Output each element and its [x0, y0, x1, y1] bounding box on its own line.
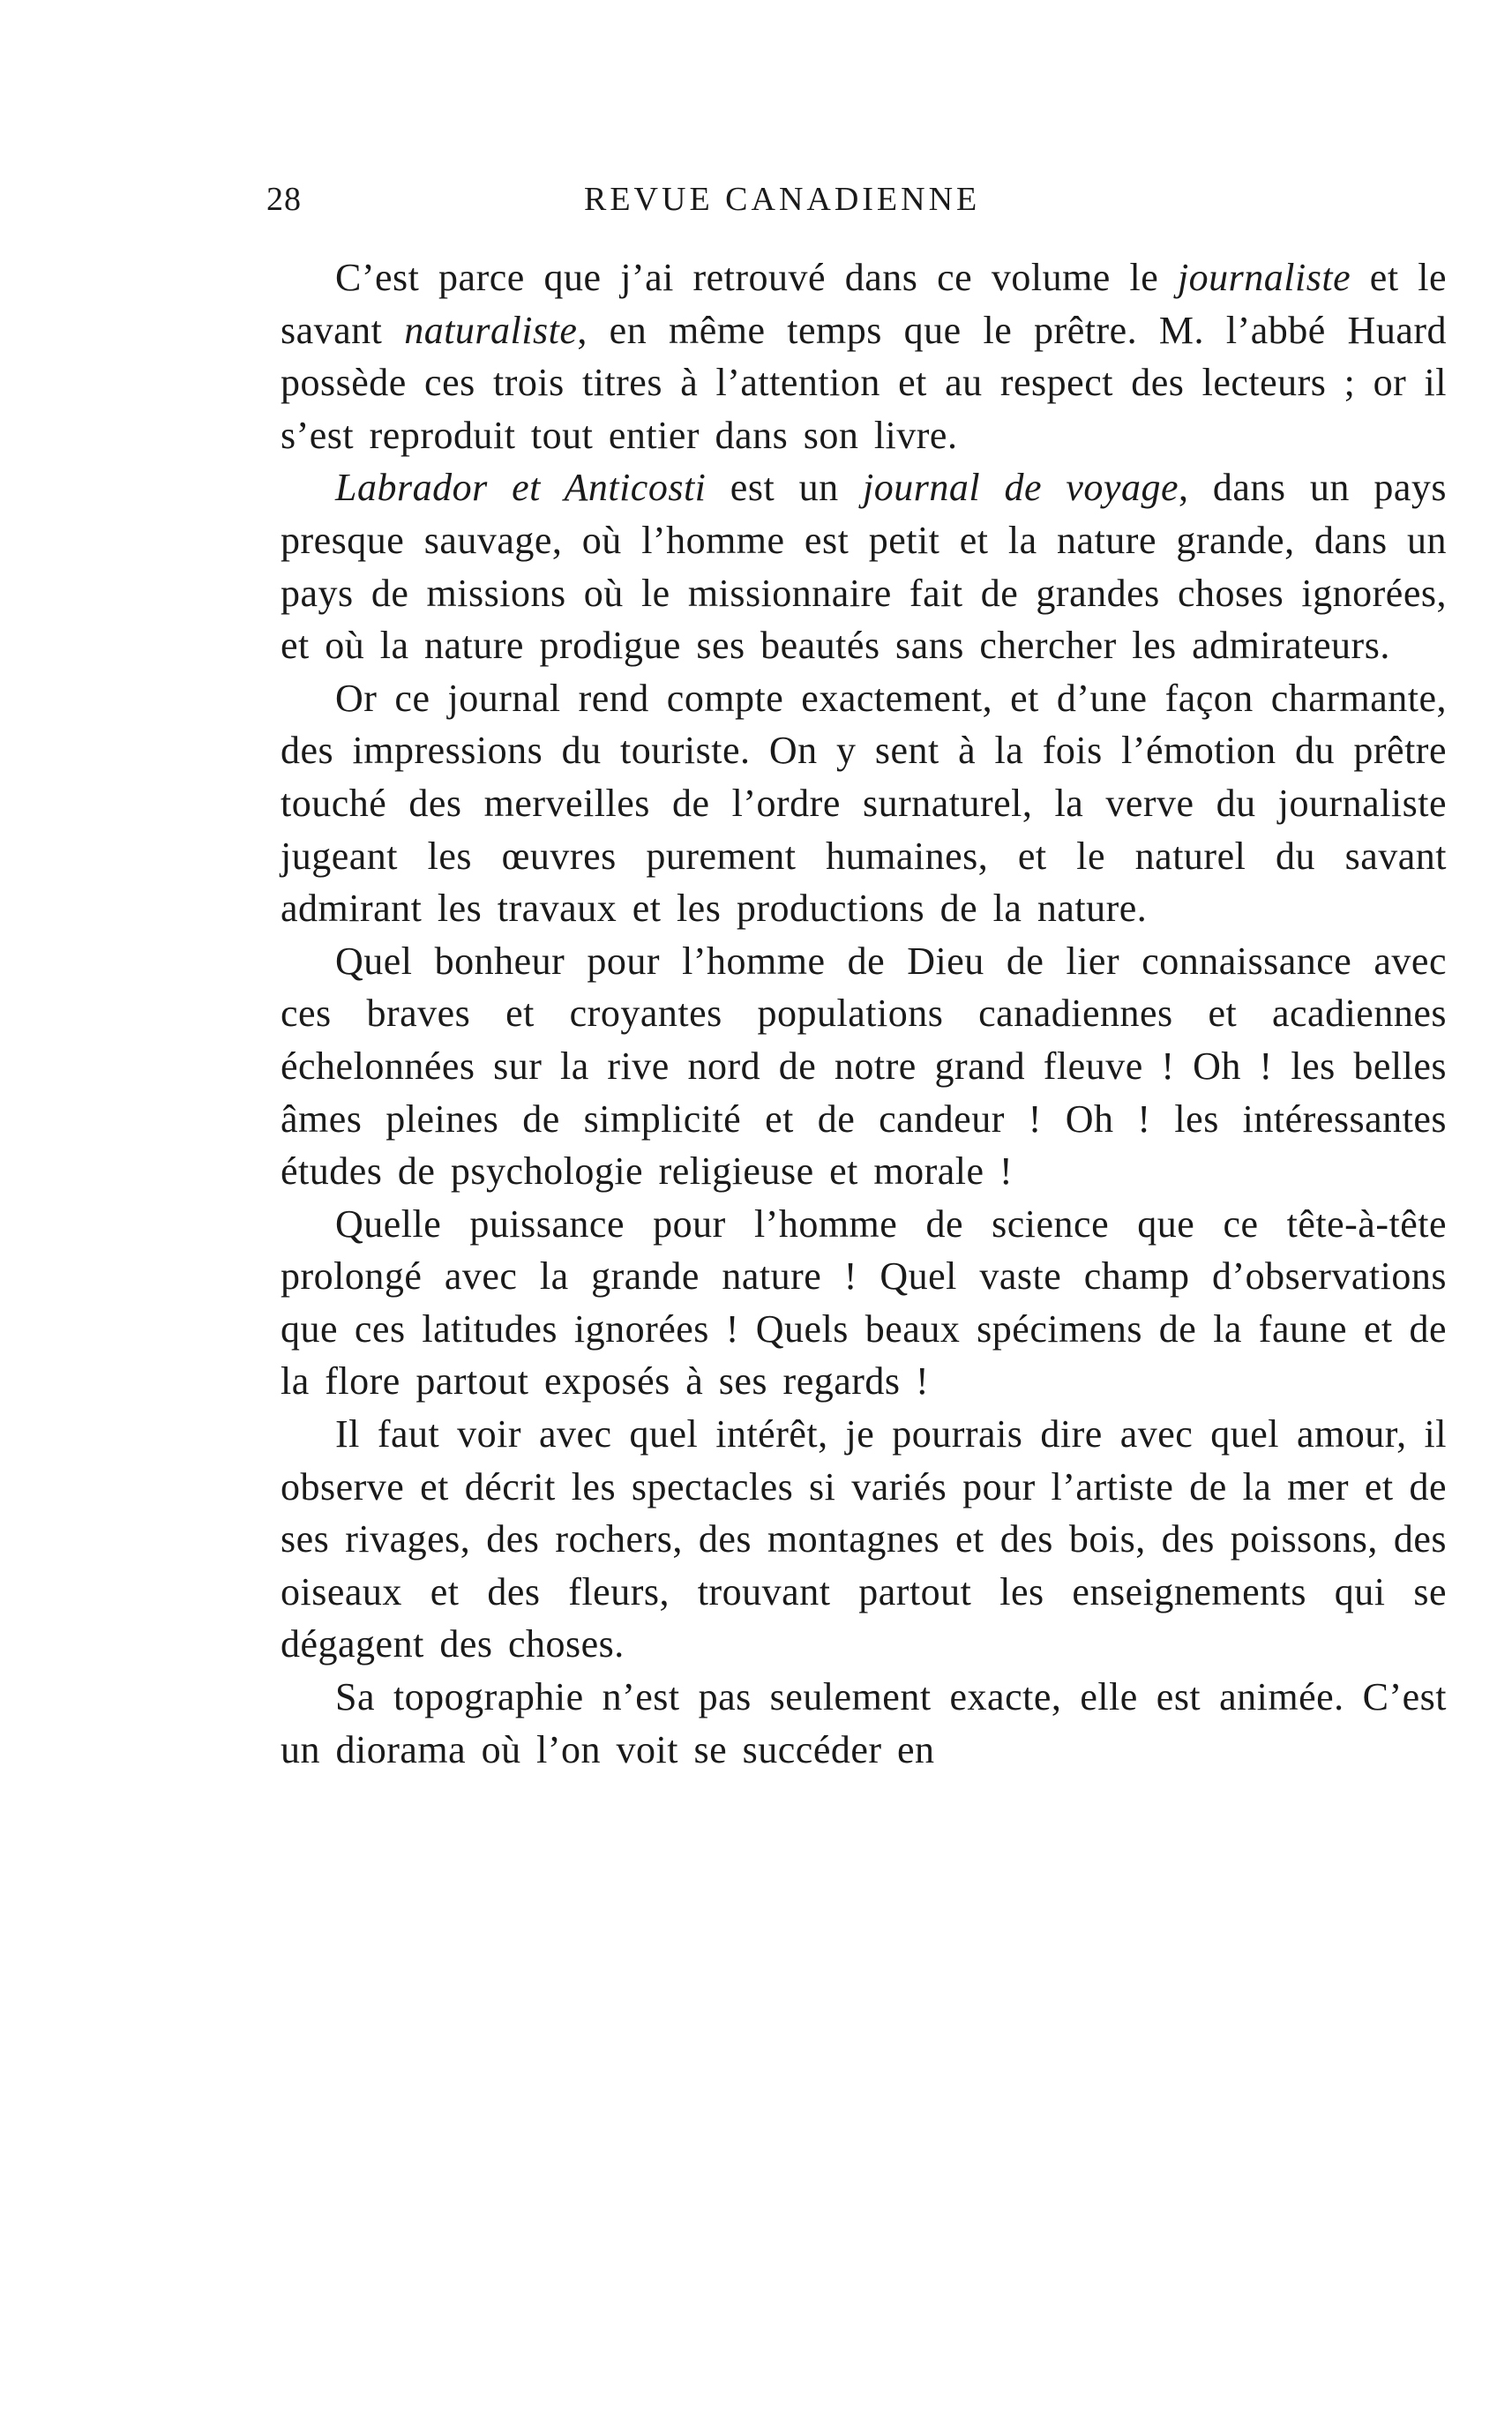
text-segment: , en même temps que le prêtre. M. l’abbé Huard possède ces trois titres à l’attention et au respect des lecteurs ; or il s’est reproduit tout entier dans son livre. [281, 308, 1448, 457]
text-segment: Or ce journal rend compte exactement, et d’une façon charmante, des impressions du touriste. On y sent à la fois l’émotion du prêtre touché des merveilles de l’ordre surnaturel, la verve du journaliste jugeant les œuvres purement humaines, et le naturel du savant admirant les travaux et les productions de la nature. [281, 676, 1447, 931]
page-header [266, 176, 1413, 222]
italic-term: journal de voyage [862, 466, 1179, 510]
running-head: REVUE CANADIENNE [584, 181, 981, 218]
text-segment: Sa topographie n’est pas seulement exacte, elle est animée. C’est un diorama où l’on voit se succéder en [281, 1675, 1447, 1771]
paragraph-4 [281, 935, 1447, 1198]
italic-term: naturaliste [404, 308, 578, 352]
paragraph-2 [281, 461, 1447, 671]
text-segment: Quel bonheur pour l’homme de Dieu de lier connaissance avec ces braves et croyantes populations canadiennes et acadiennes échelonnées sur la rive nord de notre grand fleuve ! Oh ! les belles âmes pleines de simplicité et de candeur ! Oh ! les intéressantes études de psychologie religieuse et morale ! [281, 939, 1447, 1194]
page-number: 28 [266, 181, 302, 218]
text-segment: Quelle puissance pour l’homme de science que ce tête-à-tête prolongé avec la grande nature ! Quel vaste champ d’observations que ces latitudes ignorées ! Quels beaux spécimens de la faune et de la flore partout exposés à ses regards ! [281, 1202, 1447, 1404]
text-segment: , dans un pays presque sauvage, où l’homme est petit et la nature grande, dans un pays de missions où le missionnaire fait de grandes choses ignorées, et où la nature prodigue ses beautés sans chercher les admirateurs. [281, 466, 1447, 668]
body-text [281, 251, 1447, 1776]
paragraph-7 [281, 1671, 1447, 1776]
paragraph-1 [281, 251, 1447, 461]
italic-term: journaliste [1177, 256, 1351, 299]
paragraph-6 [281, 1408, 1447, 1671]
text-segment: est un [706, 466, 863, 510]
paragraph-3 [281, 672, 1447, 935]
text-segment: et le savant [281, 256, 1447, 352]
book-title: Labrador et Anticosti [335, 466, 707, 510]
paragraph-5 [281, 1198, 1447, 1408]
text-segment: C’est parce que j’ai retrouvé dans ce volume le [335, 256, 1178, 299]
text-segment: Il faut voir avec quel intérêt, je pourrais dire avec quel amour, il observe et décrit les spectacles si variés pour l’artiste de la mer et de ses rivages, des rochers, des montagnes et des bois, des poissons, des oiseaux et des fleurs, trouvant partout les enseignements qui se dégagent des choses. [281, 1412, 1447, 1666]
